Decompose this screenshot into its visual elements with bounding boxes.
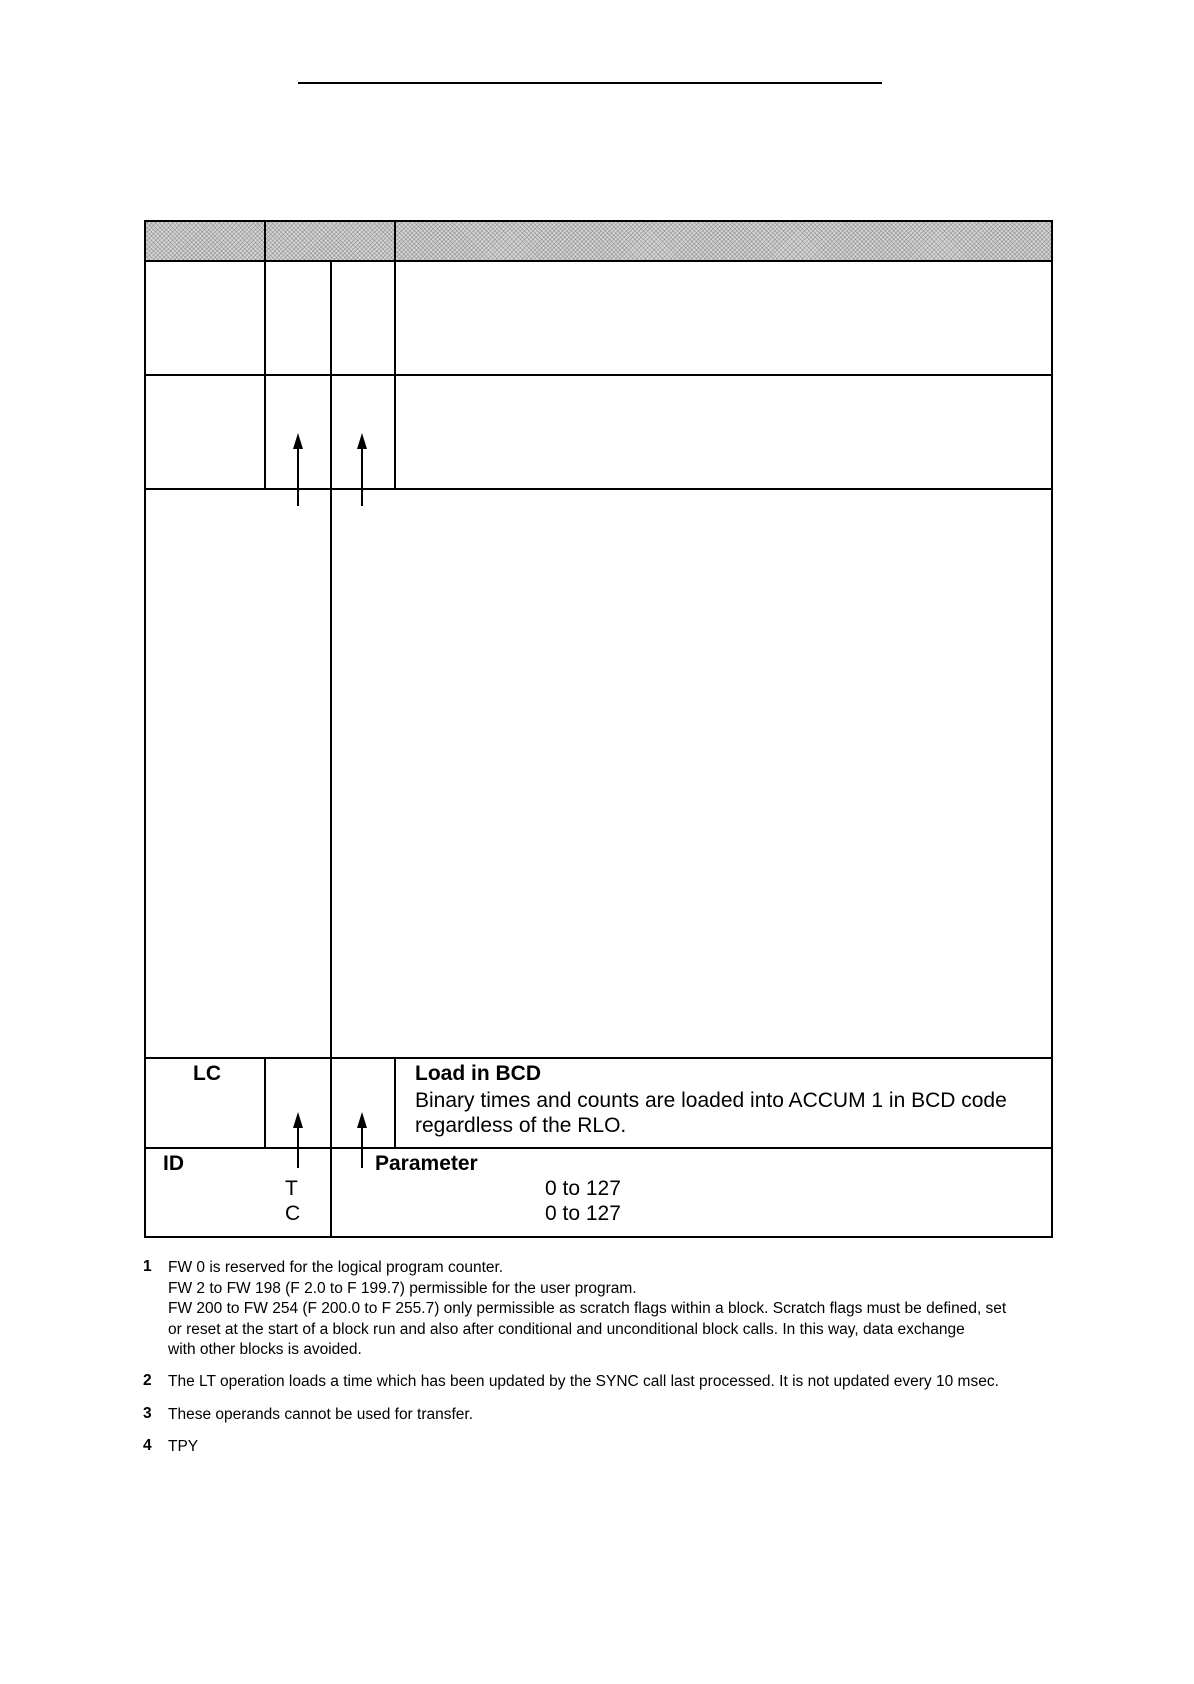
parameter-label: Parameter	[375, 1152, 478, 1175]
arrow-shaft	[297, 447, 299, 506]
table-border-right	[1051, 220, 1053, 1238]
footnote-line: These operands cannot be used for transfer.	[168, 1406, 474, 1423]
arrow-shaft	[297, 1126, 299, 1168]
table-line	[264, 220, 266, 488]
operation-description-line1: Binary times and counts are loaded into ACCUM 1 in BCD code	[415, 1089, 1007, 1112]
footnote-line: FW 0 is reserved for the logical program counter.	[168, 1259, 504, 1276]
id-label: ID	[163, 1152, 184, 1175]
table-line	[144, 260, 1053, 262]
header-rule	[298, 82, 882, 84]
arrow-shaft	[361, 1126, 363, 1168]
table-line	[144, 1236, 1053, 1238]
footnote-1	[168, 1258, 1068, 1361]
table-header-shade	[396, 220, 1052, 260]
table-header-shade	[145, 220, 264, 260]
table-line	[264, 1057, 266, 1147]
table-line	[144, 1057, 1053, 1059]
footnote-number: 2	[143, 1372, 152, 1389]
table-header-shade	[266, 220, 394, 260]
table-line	[330, 260, 332, 488]
table-line	[144, 1147, 1053, 1149]
param-id-t: T	[285, 1177, 298, 1200]
footnote-number: 3	[143, 1405, 152, 1422]
param-id-c: C	[285, 1202, 301, 1225]
footnote-line: with other blocks is avoided.	[168, 1341, 362, 1358]
operation-lc: LC	[193, 1062, 221, 1085]
footnote-2	[168, 1372, 1068, 1393]
operation-description-line2: regardless of the RLO.	[415, 1114, 627, 1137]
footnote-number: 1	[143, 1258, 152, 1275]
table-line	[144, 374, 1053, 376]
table-line	[394, 1057, 396, 1147]
footnote-4	[168, 1437, 1068, 1458]
footnote-line: FW 200 to FW 254 (F 200.0 to F 255.7) only permissible as scratch flags within a block. Scratch flags must be defined, set	[168, 1300, 1007, 1317]
footnote-line: FW 2 to FW 198 (F 2.0 to F 199.7) permissible for the user program.	[168, 1279, 637, 1297]
table-line	[394, 220, 396, 488]
param-range-t: 0 to 127	[545, 1177, 621, 1200]
footnote-3	[168, 1405, 1068, 1426]
operation-title: Load in BCD	[415, 1062, 541, 1085]
footnote-line: TPY	[168, 1438, 199, 1455]
footnote-number: 4	[143, 1437, 152, 1454]
table-border-left	[144, 220, 146, 1238]
table-line	[330, 488, 332, 1238]
footnote-line: The LT operation loads a time which has been updated by the SYNC call last processed. It is not updated every 10 msec.	[168, 1373, 999, 1390]
footnote-line: or reset at the start of a block run and also after conditional and unconditional block calls. In this way, data exchange	[168, 1320, 965, 1338]
table-line	[144, 488, 1053, 490]
param-range-c: 0 to 127	[545, 1202, 621, 1225]
arrow-shaft	[361, 447, 363, 506]
table-line	[144, 220, 1053, 222]
